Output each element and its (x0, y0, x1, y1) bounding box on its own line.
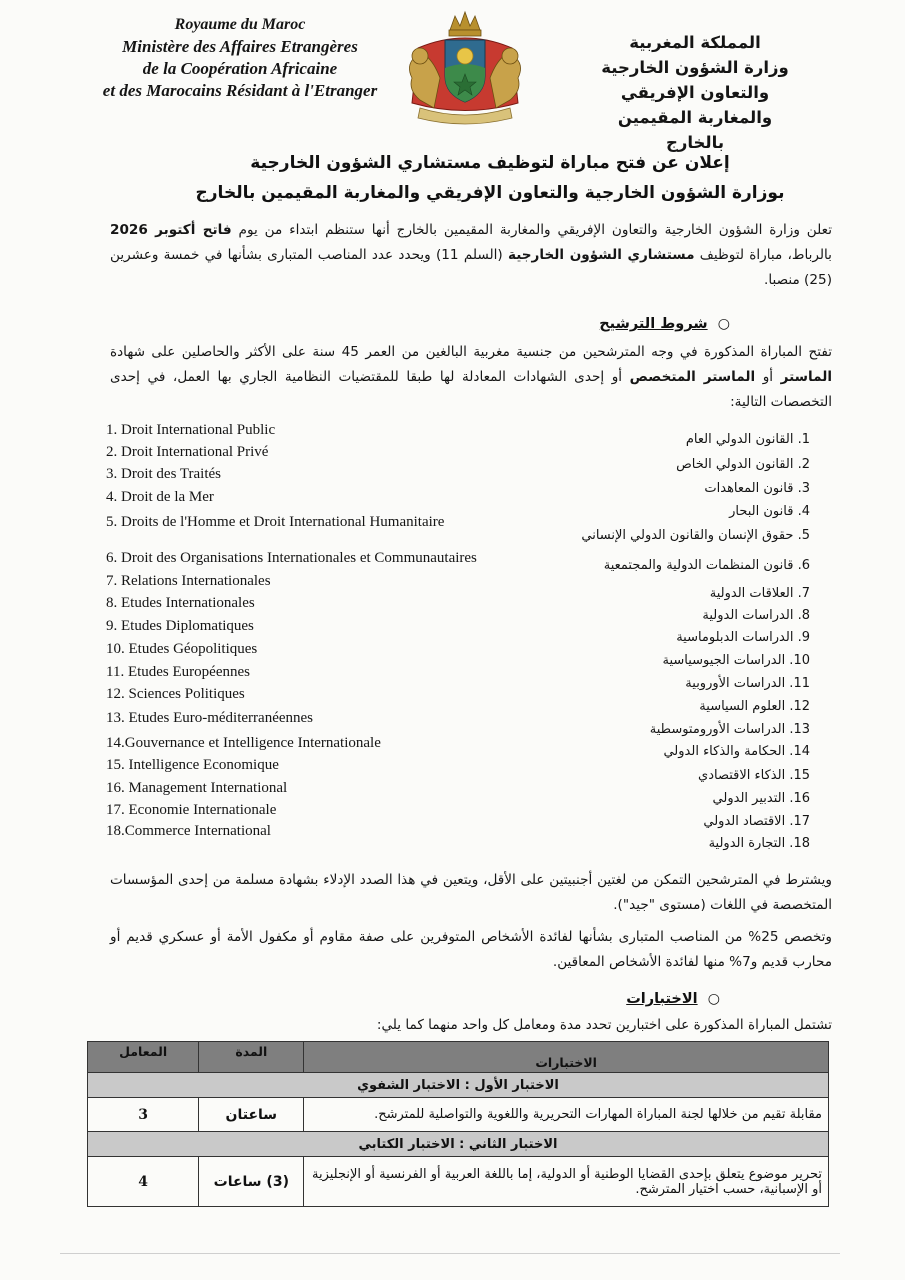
speciality-fr-item: 16. Management International (106, 780, 288, 796)
speciality-ar-item: 14. الحكامة والذكاء الدولي (663, 744, 810, 759)
speciality-fr-item: 15. Intelligence Economique (106, 757, 279, 773)
speciality-fr-item: 13. Etudes Euro-méditerranéennes (106, 710, 314, 726)
col-duration: المدة (199, 1042, 304, 1073)
announcement-title: إعلان عن فتح مباراة لتوظيف مستشاري الشؤون الخارجية (250, 153, 730, 173)
oral-exam-description: مقابلة تقيم من خلالها لجنة المباراة المهارات التحريرية واللغوية والتواصلية للمترشح. (304, 1098, 829, 1132)
col-exams: الاختبارات (304, 1042, 829, 1073)
specialities-list-arabic (510, 432, 810, 862)
intro-part3: (السلم 11) ويحدد عدد المناصب المتبارى بشأنها في خمسة وعشرين (25) منصبا. (110, 247, 832, 288)
speciality-ar-item: 1. القانون الدولي العام (685, 432, 810, 447)
speciality-ar-item: 10. الدراسات الجيوسياسية (662, 653, 810, 668)
written-exam-row (88, 1157, 829, 1207)
conditions-part3: أو إحدى الشهادات المعادلة لها طبقا للمقتضيات النظامية الجاري بها العمل، في إحدى التخصصات التالية: (110, 369, 832, 410)
speciality-fr-item: 8. Etudes Internationales (106, 595, 255, 611)
speciality-fr-item: 14.Gouvernance et Intelligence Internationale (106, 735, 381, 751)
oral-exam-title: الاختبار الأول : الاختبار الشفوي (88, 1073, 829, 1098)
fr-head-line-3: de la Coopération Africaine (142, 59, 338, 78)
conditions-heading-text: شروط الترشيح (599, 316, 708, 332)
col-coefficient: المعامل (88, 1042, 199, 1073)
speciality-ar-item: 17. الاقتصاد الدولي (703, 814, 810, 829)
written-exam-description: تحرير موضوع يتعلق بإحدى القضايا الوطنية أو الدولية، إما باللغة العربية أو الفرنسية أو الإنجليزية أو الإسبانية، حسب اختيار المترشح. (304, 1157, 829, 1207)
language-requirement-paragraph: ويشترط في المترشحين التمكن من لغتين أجنبيتين على الأقل، ويتعين في هذا الصدد الإدلاء بشهادة مسلمة من إحدى المؤسسات المتخصصة في اللغات (مستوى "جيد"). (110, 872, 832, 913)
speciality-ar-item: 5. حقوق الإنسان والقانون الدولي الإنساني (581, 528, 810, 543)
written-exam-duration: (3) ساعات (199, 1157, 304, 1207)
speciality-fr-item: 4. Droit de la Mer (106, 489, 214, 505)
written-exam-title-row (88, 1132, 829, 1157)
oral-exam-title-row (88, 1073, 829, 1098)
coat-of-arms-icon (400, 8, 530, 126)
speciality-fr-item: 9. Etudes Diplomatiques (106, 618, 254, 634)
oral-exam-coefficient: 3 (88, 1098, 199, 1132)
speciality-ar-item: 8. الدراسات الدولية (702, 608, 810, 623)
speciality-ar-item: 15. الذكاء الاقتصادي (698, 768, 810, 783)
conditions-heading (599, 313, 730, 332)
speciality-fr-item: 7. Relations Internationales (106, 573, 271, 589)
ar-head-line-3: والتعاون الإفريقي (620, 83, 770, 102)
speciality-ar-item: 16. التدبير الدولي (712, 791, 810, 806)
exams-table-header (88, 1042, 829, 1073)
written-exam-title: الاختبار الثاني : الاختبار الكتابي (88, 1132, 829, 1157)
conditions-paragraph (110, 340, 832, 415)
exams-table (87, 1041, 829, 1207)
speciality-fr-item: 10. Etudes Géopolitiques (106, 641, 258, 657)
fr-head-line-2: Ministère des Affaires Etrangères (122, 37, 358, 56)
letterhead-arabic (590, 30, 800, 155)
conditions-part2: أو (755, 369, 781, 385)
exams-heading (626, 988, 720, 1007)
conditions-part1: تفتح المباراة المذكورة في وجه المترشحين من جنسية مغربية البالغين من العمر 45 سنة على الأكثر والحاصلين على شهادة (110, 344, 832, 360)
exams-heading-text: الاختبارات (626, 991, 698, 1007)
speciality-fr-item: 1. Droit International Public (106, 422, 276, 438)
speciality-ar-item: 7. العلاقات الدولية (709, 586, 810, 601)
speciality-fr-item: 12. Sciences Politiques (106, 686, 245, 702)
written-exam-coefficient: 4 (88, 1157, 199, 1207)
degree-master-specialised: الماستر المتخصص (629, 369, 756, 385)
intro-part2: بالرباط، مباراة لتوظيف (694, 247, 832, 263)
ar-head-line-2: وزارة الشؤون الخارجية (601, 58, 789, 77)
ar-head-line-1: المملكة المغربية (629, 33, 761, 52)
speciality-ar-item: 11. الدراسات الأوروبية (685, 676, 810, 691)
speciality-ar-item: 13. الدراسات الأورومتوسطية (649, 722, 810, 737)
quota-paragraph: وتخصص 25% من المناصب المتبارى بشأنها لفائدة الأشخاص المتوفرين على صفة مقاوم أو مكفول الأمة أو عسكري قديم أو محارب قديم و7% منها لفائدة الأشخاص المعاقين. (110, 929, 832, 970)
speciality-fr-item: 6. Droit des Organisations Internationales et Communautaires (106, 550, 477, 566)
speciality-ar-item: 6. قانون المنظمات الدولية والمجتمعية (603, 558, 810, 573)
speciality-fr-item: 17. Economie Internationale (106, 802, 277, 818)
letterhead-french (95, 14, 385, 102)
speciality-ar-item: 12. العلوم السياسية (699, 699, 810, 714)
oral-exam-duration: ساعتان (199, 1098, 304, 1132)
intro-date: فاتح أكتوبر 2026 (110, 222, 232, 238)
speciality-ar-item: 9. الدراسات الدبلوماسية (676, 630, 810, 645)
ar-head-line-4: والمغاربة المقيمين بالخارج (617, 108, 773, 152)
speciality-fr-item: 2. Droit International Privé (106, 444, 269, 460)
announcement-subtitle: بوزارة الشؤون الخارجية والتعاون الإفريقي والمغاربة المقيمين بالخارج (195, 183, 785, 203)
speciality-ar-item: 18. التجارة الدولية (708, 836, 810, 851)
page-bottom-divider (60, 1253, 840, 1254)
speciality-ar-item: 4. قانون البحار (729, 504, 810, 519)
intro-position: مستشاري الشؤون الخارجية (507, 247, 695, 263)
speciality-ar-item: 2. القانون الدولي الخاص (676, 457, 810, 472)
speciality-fr-item: 11. Etudes Européennes (106, 664, 250, 680)
speciality-fr-item: 18.Commerce International (106, 823, 271, 839)
fr-head-line-4: et des Marocains Résidant à l'Etranger (102, 81, 378, 100)
degree-master: الماستر (780, 369, 833, 385)
intro-part1: تعلن وزارة الشؤون الخارجية والتعاون الإفريقي والمغاربة المقيمين بالخارج أنها ستنظم ابتداء من يوم (231, 222, 832, 238)
specialities-list-french (106, 422, 526, 852)
oral-exam-row (88, 1098, 829, 1132)
intro-paragraph (110, 218, 832, 293)
exams-intro: تشتمل المباراة المذكورة على اختبارين تحدد مدة ومعامل كل واحد منهما كما يلي: (376, 1017, 832, 1033)
speciality-fr-item: 5. Droits de l'Homme et Droit International Humanitaire (106, 514, 445, 530)
fr-head-line-1: Royaume du Maroc (174, 16, 306, 33)
hollow-bullet-icon: ○ (717, 316, 730, 332)
speciality-fr-item: 3. Droit des Traités (106, 466, 222, 482)
speciality-ar-item: 3. قانون المعاهدات (704, 481, 810, 496)
hollow-bullet-icon: ○ (707, 991, 720, 1007)
